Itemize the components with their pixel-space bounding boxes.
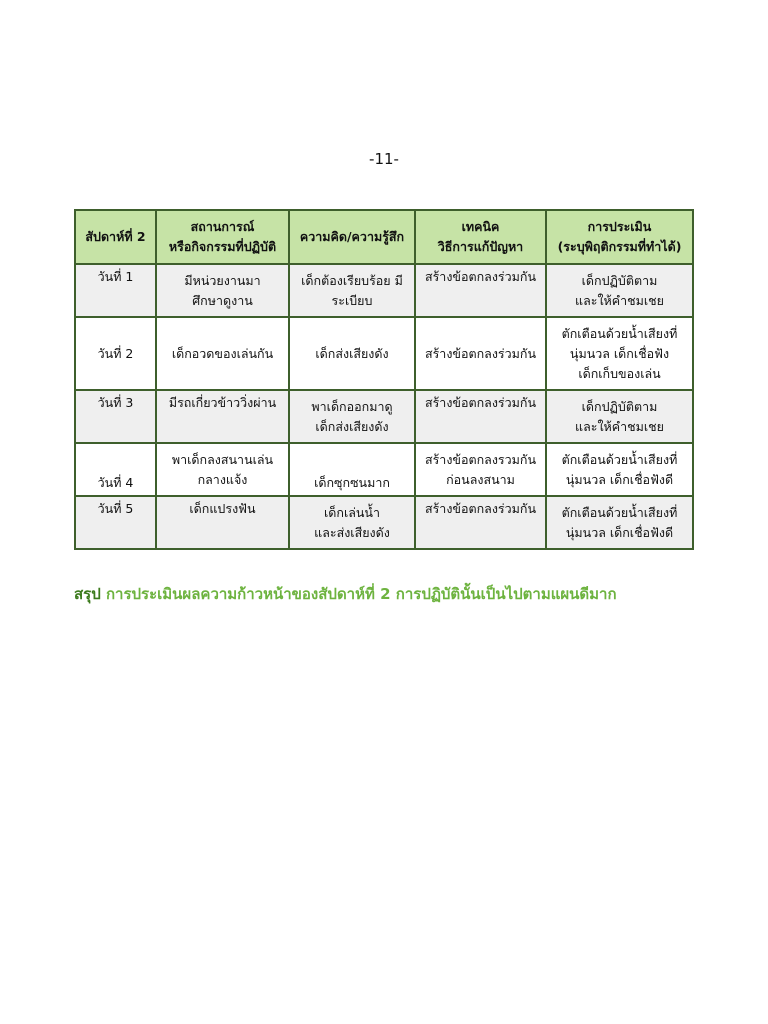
- table-row: [75, 317, 693, 390]
- header-technique: [415, 210, 546, 264]
- cell-evaluation: [546, 443, 693, 496]
- cell-feeling: [289, 317, 415, 390]
- cell-text: กลางแจ้ง: [197, 471, 248, 487]
- cell-text: มีรถเกี่ยวข้าววิ่งผ่าน: [168, 395, 277, 410]
- cell-day-text: วันที่ 4: [97, 475, 134, 490]
- cell-day: [75, 496, 156, 549]
- cell-technique: [415, 443, 546, 496]
- cell-text: เด็กปฏิบัติตาม: [581, 398, 658, 414]
- cell-text: ตักเตือนด้วยน้ำเสียงที่: [561, 451, 678, 467]
- cell-day-text: วันที่ 3: [97, 395, 134, 410]
- cell-text: สร้างข้อตกลงร่วมกัน: [424, 345, 537, 361]
- header-evaluation: [546, 210, 693, 264]
- cell-text: สร้างข้อตกลงรวมกัน: [424, 451, 537, 467]
- cell-technique: [415, 264, 546, 317]
- cell-text: และให้คำชมเชย: [575, 292, 664, 308]
- cell-text: เด็กอวดของเล่นกัน: [171, 345, 274, 361]
- header-feeling-line: ความคิด/ความรู้สึก: [299, 229, 405, 244]
- cell-text: เด็กส่งเสียงดัง: [315, 345, 389, 361]
- summary-label: สรุป: [74, 585, 101, 603]
- header-technique-line-2: วิธีการแก้ปัญหา: [437, 239, 524, 254]
- cell-technique: [415, 390, 546, 443]
- header-feeling: [289, 210, 415, 264]
- header-week-line: สัปดาห์ที่ 2: [85, 229, 146, 244]
- page-number: -11-: [369, 150, 399, 168]
- cell-day: [75, 443, 156, 496]
- cell-evaluation: [546, 496, 693, 549]
- cell-text: ระเบียบ: [331, 292, 373, 308]
- cell-text: ตักเตือนด้วยน้ำเสียงที่: [561, 325, 678, 341]
- cell-text: เด็กแปรงฟัน: [189, 501, 256, 516]
- header-evaluation-line-2: (ระบุพิฤติกรรมที่ทำได้): [557, 239, 682, 254]
- cell-situation: [156, 390, 289, 443]
- cell-evaluation: [546, 264, 693, 317]
- cell-text: นุ่มนวล เด็กเชื่อฟังดี: [565, 471, 674, 487]
- table-header-row: [75, 210, 693, 264]
- header-evaluation-line-1: การประเมิน: [587, 219, 652, 234]
- cell-evaluation: [546, 390, 693, 443]
- cell-text: ตักเตือนด้วยน้ำเสียงที่: [561, 504, 678, 520]
- cell-situation: [156, 443, 289, 496]
- cell-day-text: วันที่ 1: [97, 269, 134, 284]
- table-row: [75, 443, 693, 496]
- cell-text: เด็กปฏิบัติตาม: [581, 272, 658, 288]
- cell-text: นุ่มนวล เด็กเชื่อฟัง: [569, 345, 670, 361]
- cell-text: ศึกษาดูงาน: [192, 292, 253, 308]
- cell-text: ก่อนลงสนาม: [446, 471, 515, 487]
- cell-text: สร้างข้อตกลงร่วมกัน: [424, 501, 537, 516]
- table-row: [75, 264, 693, 317]
- cell-text: พาเด็กออกมาดู: [311, 398, 393, 414]
- header-technique-line-1: เทคนิค: [461, 219, 500, 234]
- cell-text: เด็กซุกซนมาก: [314, 475, 390, 490]
- cell-text: สร้างข้อตกลงร่วมกัน: [424, 395, 537, 410]
- cell-day-text: วันที่ 2: [97, 345, 134, 361]
- cell-technique: [415, 317, 546, 390]
- cell-situation: [156, 317, 289, 390]
- cell-feeling: [289, 264, 415, 317]
- cell-day-text: วันที่ 5: [97, 501, 134, 516]
- header-week: [75, 210, 156, 264]
- cell-day: [75, 317, 156, 390]
- cell-evaluation: [546, 317, 693, 390]
- cell-text: เด็กเล่นน้ำ: [324, 504, 380, 520]
- cell-text: และส่งเสียงดัง: [314, 524, 390, 540]
- cell-text: เด็กส่งเสียงดัง: [315, 418, 389, 434]
- cell-feeling: [289, 443, 415, 496]
- cell-text: พาเด็กลงสนานเล่น: [171, 451, 274, 467]
- cell-text: มีหน่วยงานมา: [184, 272, 261, 288]
- cell-text: และให้คำชมเชย: [575, 418, 664, 434]
- cell-feeling: [289, 390, 415, 443]
- header-situation-line-2: หรือกิจกรรมที่ปฏิบัติ: [168, 239, 277, 254]
- cell-feeling: [289, 496, 415, 549]
- header-situation-line-1: สถานการณ์: [190, 219, 255, 234]
- table-row: [75, 496, 693, 549]
- cell-text: เด็กต้องเรียบร้อย มี: [301, 272, 403, 288]
- summary-line: [74, 582, 714, 606]
- cell-situation: [156, 496, 289, 549]
- cell-text: สร้างข้อตกลงร่วมกัน: [424, 269, 537, 284]
- table-row: [75, 390, 693, 443]
- weekly-report-table: [74, 209, 694, 550]
- cell-text: นุ่มนวล เด็กเชื่อฟังดี: [565, 524, 674, 540]
- summary-text: การประเมินผลความก้าวหน้าของสัปดาห์ที่ 2 การปฏิบัตินั้นเป็นไปตามแผนดีมาก: [105, 585, 617, 603]
- cell-day: [75, 390, 156, 443]
- header-situation: [156, 210, 289, 264]
- cell-day: [75, 264, 156, 317]
- cell-text: เด็กเก็บของเล่น: [578, 365, 661, 381]
- cell-technique: [415, 496, 546, 549]
- cell-situation: [156, 264, 289, 317]
